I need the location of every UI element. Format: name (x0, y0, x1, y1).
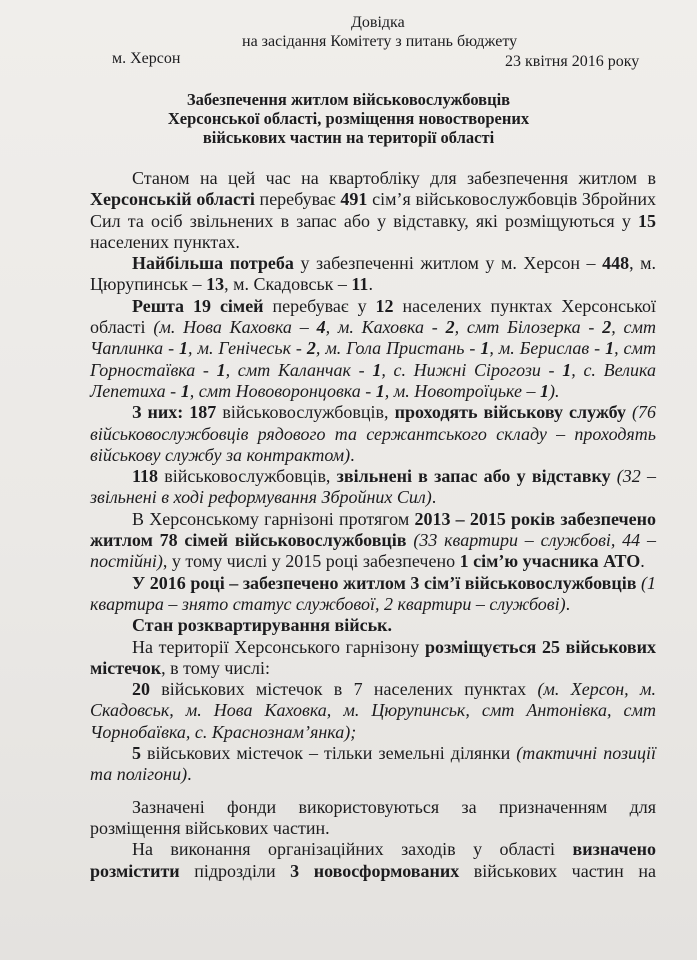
paragraph-garrison (90, 637, 656, 680)
text: . (565, 593, 571, 614)
text: . (640, 551, 645, 572)
text: В Херсонському гарнізоні протягом (132, 508, 415, 529)
paragraph-retired (90, 466, 656, 509)
text: . (350, 444, 355, 465)
paragraph-waiting-list (90, 168, 656, 253)
emphasis: проходять військову службу (394, 402, 626, 423)
text: військовослужбовців, (158, 466, 337, 487)
towns-count: 5 (132, 743, 141, 764)
section-heading: Стан розквартирування військ. (132, 615, 392, 636)
note: (32 – звільнені в ході реформування Збройних Сил) (90, 466, 656, 508)
paragraph-largest-need (90, 253, 656, 296)
paragraph-remaining-families (90, 296, 656, 402)
kherson-count: 448 (602, 253, 630, 274)
paragraph-active-service (90, 402, 656, 466)
text: На виконання організаційних заходів у області (132, 839, 573, 860)
towns-count: 20 (132, 679, 150, 700)
retired-count: 118 (132, 466, 159, 487)
emphasis: 1 сім’ю учасника АТО (459, 551, 641, 572)
settlements-count: 15 (638, 210, 656, 231)
region-name: Херсонській області (90, 189, 255, 210)
title-line-3: військових частин на території області (202, 128, 495, 147)
text: військових містечок – тільки земельні ділянки (141, 743, 517, 764)
section-heading-deployment (90, 615, 656, 636)
text: підрозділи (179, 860, 291, 881)
tsiurupynsk-count: 13 (206, 274, 225, 295)
note: (76 військовослужбовців рядового та сержантського складу – проходять військову службу за контрактом) (90, 402, 656, 465)
emphasis: Найбільша потреба (132, 253, 294, 274)
note: (1 квартира – знято статус службової, 2 квартири – службові) (90, 572, 656, 614)
paragraph-new-units (90, 839, 656, 882)
paragraph-2013-2015 (90, 509, 656, 573)
note: (тактичні позиції та полігони) (90, 743, 656, 785)
settlements-list: (м. Херсон, м. Скадовськ, м. Нова Каховка, м. Цюрупинськ, смт Антонівка, смт Чорнобаївка, с. Краснознам’янка); (90, 679, 656, 742)
text: , м. Скадовськ – (224, 274, 352, 295)
period: 2013 – 2015 (414, 508, 506, 529)
text: Зазначені фонди використовуються за призначенням для розміщення військових частин. (90, 796, 656, 838)
title-line-1: Забезпечення житлом військовослужбовців (186, 90, 511, 109)
text: населених пунктах. (90, 231, 240, 252)
emphasis: З них: 187 (132, 402, 217, 423)
text: перебуває у (263, 295, 376, 316)
text: . (187, 764, 192, 785)
text: у забезпеченні житлом у м. Херсон – (293, 253, 603, 274)
families-count: 491 (340, 189, 368, 210)
document-date: 23 квітня 2016 року (505, 53, 640, 70)
text: . (431, 487, 437, 508)
text: . (368, 274, 373, 295)
emphasis: років забезпечено житлом 78 сімей військовослужбовців (90, 508, 656, 551)
paragraph-20-towns (90, 679, 656, 743)
emphasis: У 2016 році – забезпечено житлом 3 сім’ї військовослужбовців (132, 572, 637, 593)
document-type: Довідка (351, 14, 405, 31)
text: перебуває (254, 189, 341, 210)
emphasis: визначено розмістити (90, 839, 656, 881)
text: , в тому числі: (161, 657, 270, 678)
settlements-list: (м. Нова Каховка – 4, м. Каховка - 2, смт Білозерка - 2, смт Чаплинка - 1, м. Генічеськ - 2, м. Гола Пристань - 1, м. Берислав - 1, смт Горностаївка - 1, смт Каланчак - 1, с. Нижні Сірогози - 1, с. Велика Лепетиха - 1, смт Нововоронцовка - 1, м. Новотроїцьке – 1). (90, 317, 657, 401)
text: Станом на цей час на квартобліку для забезпечення житлом в (132, 168, 656, 188)
emphasis: розміщується 25 військових містечок (90, 636, 656, 678)
document-body (90, 168, 656, 882)
title-line-2: Херсонської області, розміщення новостворених (167, 109, 530, 128)
text: військових частин на (459, 860, 656, 881)
text: сім’я військовослужбовців Збройних Сил та осіб звільнених в запас або у відставку, які розміщуються у (90, 189, 656, 231)
place: м. Херсон (112, 50, 181, 67)
skadovsk-count: 11 (351, 274, 369, 295)
paragraph-5-towns (90, 743, 656, 786)
text: військовослужбовців, (216, 402, 395, 423)
paragraph-2016 (90, 573, 656, 616)
settlements-count: 12 (375, 295, 394, 316)
text: населених пунктах Херсонської області (90, 295, 657, 338)
emphasis: Решта 19 сімей (132, 295, 264, 316)
note: (33 квартири – службові, 44 – постійні) (90, 530, 656, 572)
paragraph-funds (90, 797, 656, 840)
meeting-line: на засідання Комітету з питань бюджету (242, 33, 518, 50)
text: військових містечок в 7 населених пунктах (150, 679, 538, 700)
text: На території Херсонського гарнізону (132, 636, 425, 657)
emphasis: звільнені в запас або у відставку (336, 466, 611, 487)
text: , у тому числі у 2015 році забезпечено (162, 551, 460, 572)
emphasis: 3 новосформованих (290, 860, 460, 881)
text: , м. Цюрупинськ – (90, 253, 657, 295)
